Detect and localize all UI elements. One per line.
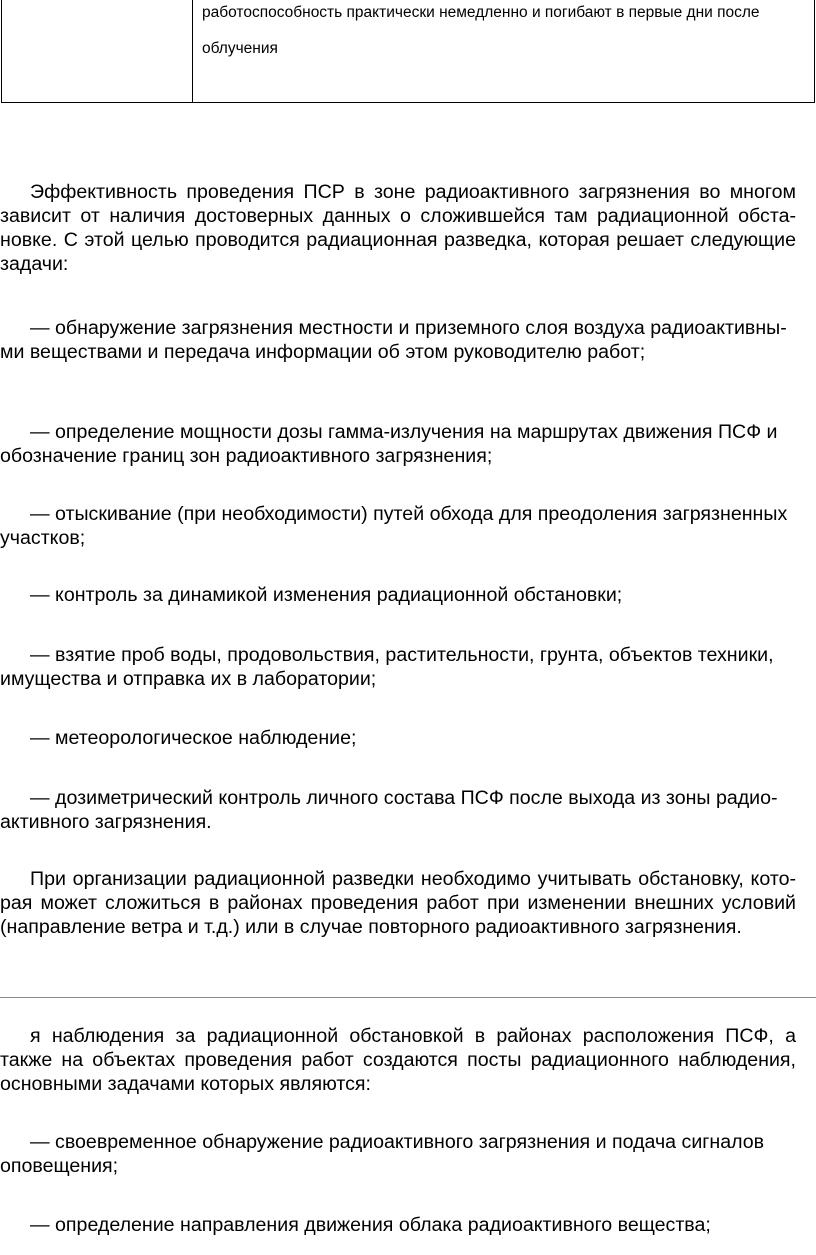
- table-row: [2, 0, 815, 103]
- task-item-dynamics: — контроль за динамикой изменения радиационной обстановки;: [30, 584, 623, 606]
- intro-paragraph: Эффективность проведения ПСР в зоне радиоактивного загрязнения во многом зависит от наличия достоверных данных о сложившейся там радиационной обста-новке. С этой целью проводится радиационная разведка, которая решает следующие задачи:: [0, 181, 796, 275]
- table-fragment: [1, 0, 815, 103]
- task-item-sampling: — взятие проб воды, продовольствия, растительности, грунта, объектов техники, имущества и отправка их в лаборатории;: [0, 644, 774, 690]
- table-cell-line-2: облучения: [202, 40, 278, 57]
- table-cell-line-1: работоспособность практически немедленно и погибают в первые дни после: [202, 4, 760, 21]
- organization-paragraph: При организации радиационной разведки необходимо учитывать обстановку, кото-рая может сложиться в районах проведения работ при изменении внешних условий (направление ветра и т.д.) или в случае повторного радиоактивного загрязнения.: [0, 868, 796, 938]
- table-cell-empty: [2, 0, 193, 103]
- post-task-cloud-direction: — определение направления движения облака радиоактивного вещества;: [30, 1214, 711, 1236]
- task-item-detection: — обнаружение загрязнения местности и приземного слоя воздуха радиоактивны-ми веществами и передача информации об этом руководителю работ;: [0, 317, 787, 363]
- task-item-detour: — отыскивание (при необходимости) путей обхода для преодоления загрязненных участков;: [0, 503, 788, 549]
- task-item-dose-rate: — определение мощности дозы гамма-излучения на маршрутах движения ПСФ и обозначение границ зон радиоактивного загрязнения;: [0, 421, 778, 467]
- section-divider: [0, 997, 816, 998]
- posts-paragraph: я наблюдения за радиационной обстановкой в районах расположения ПСФ, а также на объектах проведения работ создаются посты радиационного наблюдения, основными задачами которых являются:: [0, 1025, 796, 1095]
- post-task-warning: — своевременное обнаружение радиоактивного загрязнения и подача сигналов оповещения;: [0, 1131, 765, 1177]
- task-item-meteo: — метеорологическое наблюдение;: [30, 727, 357, 749]
- task-item-dosimetry: — дозиметрический контроль личного состава ПСФ после выхода из зоны радио-активного загрязнения.: [0, 787, 778, 833]
- table-cell-text: [193, 0, 815, 103]
